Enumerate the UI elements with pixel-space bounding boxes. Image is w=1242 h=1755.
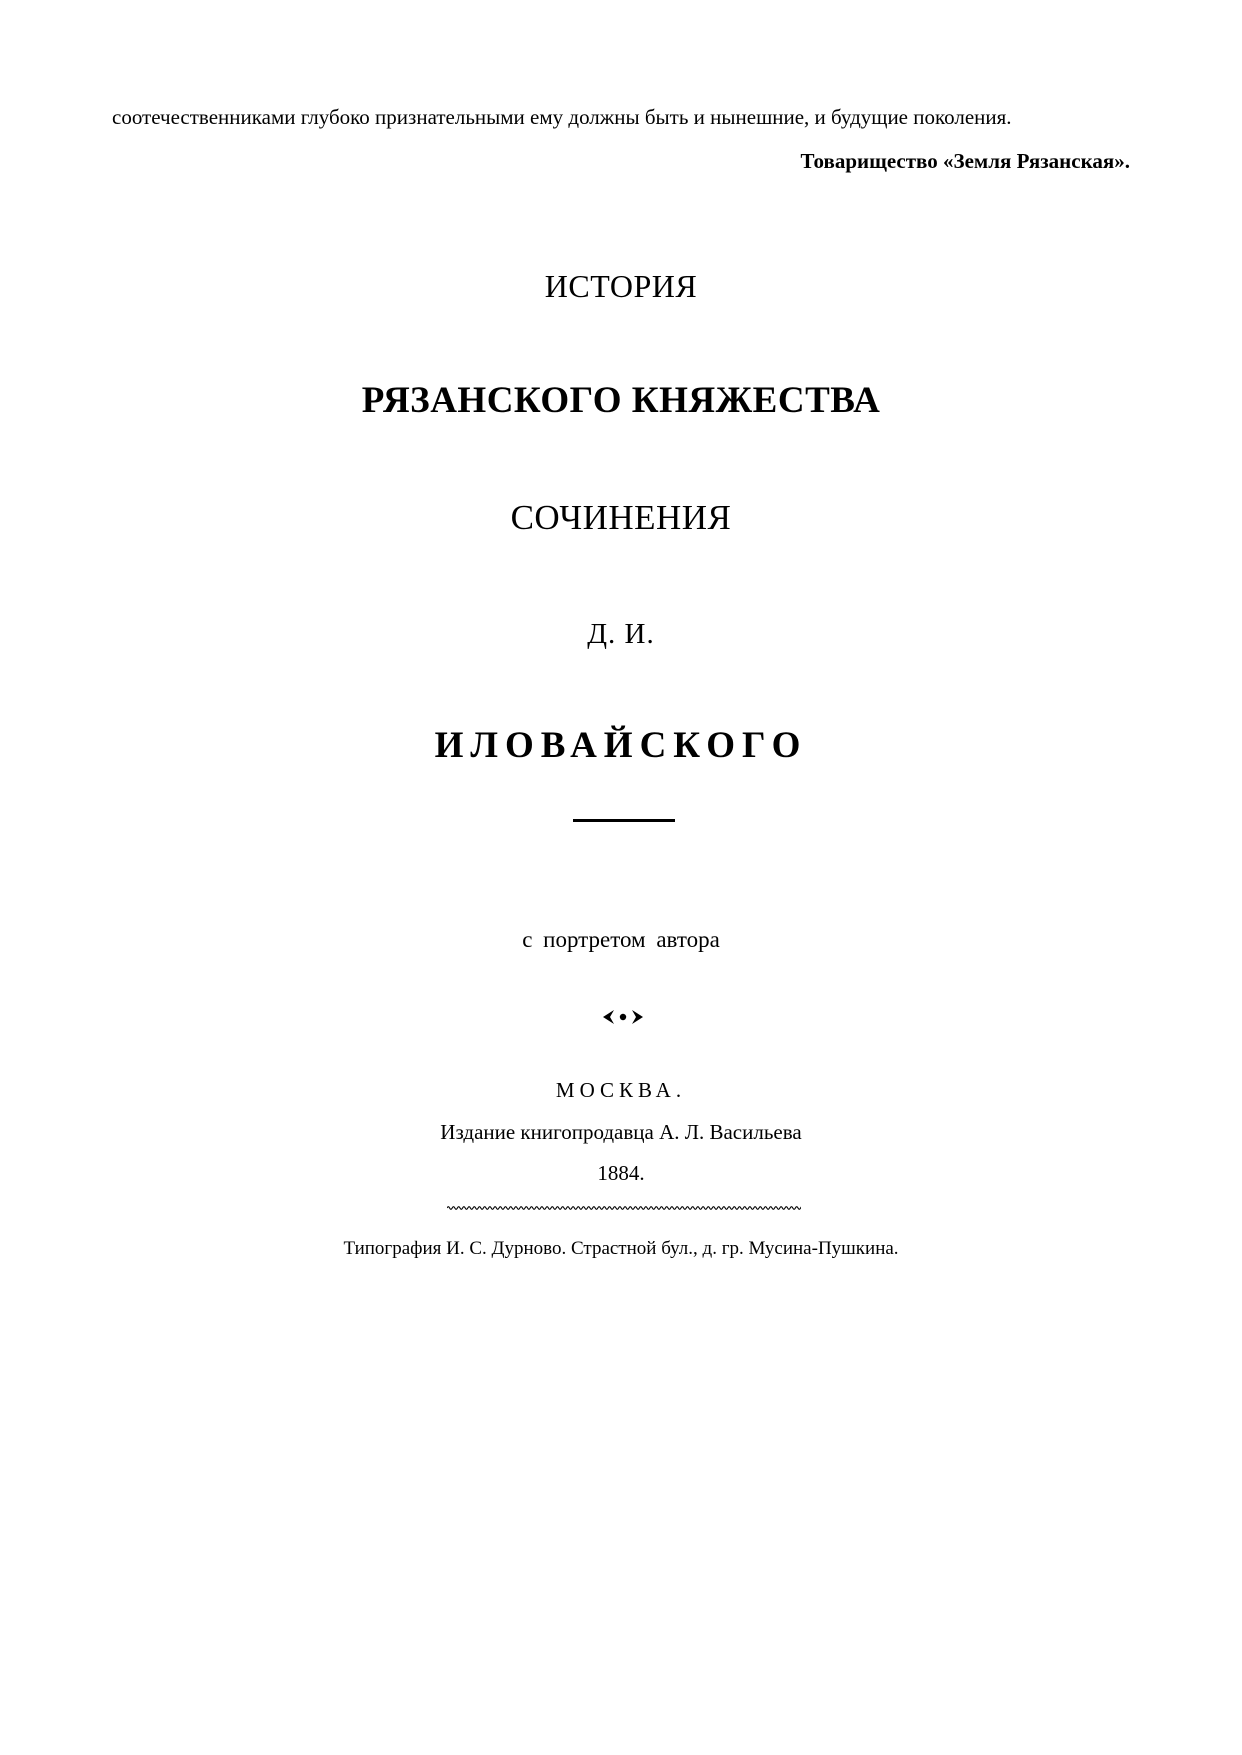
portrait-note: с портретом автора: [522, 927, 720, 952]
preface-signature: Товарищество «Земля Рязанская».: [800, 149, 1130, 173]
title-principality: РЯЗАНСКОГО КНЯЖЕСТВА: [361, 380, 881, 421]
title-works: СОЧИНЕНИЯ: [510, 498, 732, 537]
ornament-icon: [601, 1006, 645, 1028]
author-initials: Д. И.: [587, 618, 655, 650]
author-surname: ИЛОВАЙСКОГО: [434, 725, 808, 766]
title-history: ИСТОРИЯ: [544, 268, 698, 304]
title-divider-rule: [573, 819, 675, 822]
imprint-city: МОСКВА.: [555, 1078, 687, 1102]
preface-closing-line: соотечественниками глубоко признательными ему должны быть и нынешние, и будущие поколения.: [112, 105, 1012, 129]
imprint-year: 1884.: [597, 1161, 645, 1185]
wavy-divider-rule: [447, 1203, 801, 1213]
imprint-publisher: Издание книгопродавца А. Л. Васильева: [440, 1120, 802, 1144]
imprint-printer: Типография И. С. Дурново. Страстной бул., д. гр. Мусина-Пушкина.: [343, 1238, 899, 1259]
